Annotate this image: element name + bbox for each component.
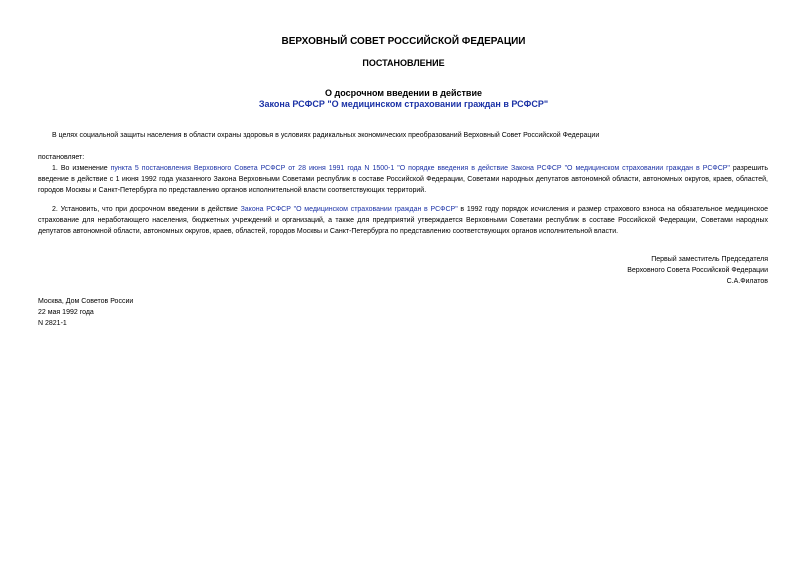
paragraph-2-link[interactable]: Закона РСФСР "О медицинском страховании граждан в РСФСР": [240, 206, 458, 213]
document-number: N 2821-1: [38, 320, 67, 327]
paragraph-2-prefix: 2. Установить, что при досрочном введении в действие: [52, 206, 241, 213]
resolves-label: постановляет:: [38, 154, 85, 161]
preamble-paragraph: В целях социальной защиты населения в области охраны здоровья в условиях радикальных экономических преобразований Верховный Совет Российской Федерации: [52, 132, 600, 139]
paragraph-1-text: разрешить введение в действие с 1 июня 1992 года указанного Закона Верховными Советами республик в составе Российской Федерации, Советами народных депутатов автономной области, автономных округов, краев, областей, городов Москвы и Санкт-Петербурга по представлению органов исполнительной власти соответствующих территорий.: [38, 165, 768, 194]
subject-heading: О досрочном введении в действие: [324, 88, 482, 98]
issue-place: Москва, Дом Советов России: [38, 298, 134, 305]
subject-law-link[interactable]: Закона РСФСР "О медицинском страховании граждан в РСФСР": [258, 99, 549, 109]
issuer-heading: ВЕРХОВНЫЙ СОВЕТ РОССИЙСКОЙ ФЕДЕРАЦИИ: [281, 36, 526, 47]
paragraph-1: [38, 163, 768, 196]
issue-date: 22 мая 1992 года: [38, 309, 94, 316]
signatory-name: С.А.Филатов: [726, 278, 768, 285]
paragraph-1-link[interactable]: пункта 5 постановления Верховного Совета РСФСР от 28 июня 1991 года N 1500-1 "О порядке введения в действие Закона РСФСР "О медицинском страховании граждан в РСФСР": [110, 165, 730, 172]
signatory-title-line2: Верховного Совета Российской Федерации: [627, 267, 768, 274]
signatory-title-line1: Первый заместитель Председателя: [651, 256, 768, 263]
document-type-heading: ПОСТАНОВЛЕНИЕ: [362, 58, 445, 68]
paragraph-1-prefix: 1. Во изменение: [52, 165, 111, 172]
paragraph-2: [38, 204, 768, 237]
paragraph-2-text: в 1992 году порядок исчисления и размер страхового взноса на обязательное медицинское страхование для неработающего населения, бюджетных учреждений и организаций, а также для предприятий утверждается Верховными Советами республик в составе Российской Федерации, Советами народных депутатов автономной области, автономных округов, краев, областей, городов Москвы и Санкт-Петербурга по представлению соответствующих органов исполнительной власти.: [38, 206, 768, 235]
